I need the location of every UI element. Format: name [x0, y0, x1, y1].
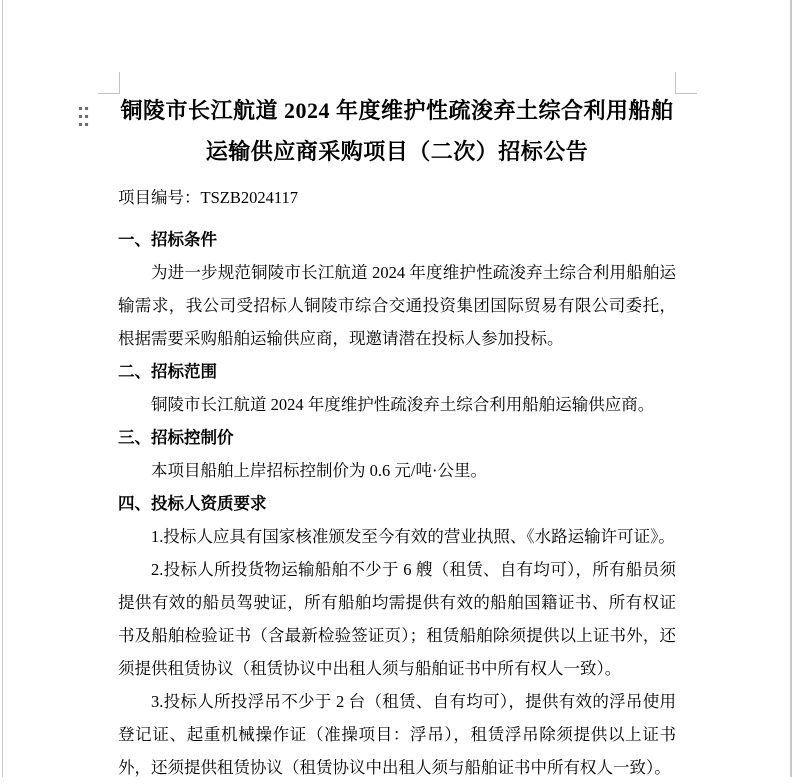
paragraph: 为进一步规范铜陵市长江航道 2024 年度维护性疏浚弃土综合利用船舶运输需求，我公司受招标人铜陵市综合交通投资集团国际贸易有限公司委托，根据需要采购船舶运输供应商，现邀请潜在投标人参加投标。 [118, 263, 676, 348]
page-right-edge-line [790, 0, 792, 777]
drag-handle-dot [79, 107, 82, 110]
paragraph: 本项目船舶上岸招标控制价为 0.6 元/吨·公里。 [151, 461, 487, 480]
document-title-line-1: 铜陵市长江航道 2024 年度维护性疏浚弃土综合利用船舶 [120, 98, 674, 123]
project-number-line: 项目编号：TSZB2024117 [118, 188, 298, 207]
paragraph-qualification-item-3: 3.投标人所投浮吊不少于 2 台（租赁、自有均可），提供有效的浮吊使用登记证、起重机械操作证（准操项目：浮吊），租赁浮吊除须提供以上证书外，还须提供租赁协议（租赁协议中出租人须与船舶证书中所有权人一致）。 [118, 692, 676, 777]
drag-handle-dot [79, 115, 82, 118]
document-text-area[interactable] [118, 90, 676, 784]
drag-handle-dot [85, 123, 88, 126]
drag-handle-dot [85, 107, 88, 110]
page-left-edge-line [2, 0, 3, 777]
section-heading-3-control-price: 三、招标控制价 [118, 428, 234, 447]
section-heading-1-bidding-conditions: 一、招标条件 [118, 230, 217, 249]
document-title [118, 90, 676, 172]
drag-handle-dot [79, 123, 82, 126]
paragraph-qualification-item-1: 1.投标人应具有国家核准颁发至今有效的营业执照、《水路运输许可证》。 [151, 527, 675, 546]
paragraph: 铜陵市长江航道 2024 年度维护性疏浚弃土综合利用船舶运输供应商。 [151, 395, 655, 414]
drag-handle-dot [85, 115, 88, 118]
text-boundary-mark-top-left [98, 72, 120, 94]
paragraph-drag-handle-icon[interactable] [79, 107, 88, 126]
document-title-line-2: 运输供应商采购项目（二次）招标公告 [205, 139, 589, 164]
section-heading-2-bidding-scope: 二、招标范围 [118, 362, 217, 381]
text-boundary-mark-top-right [675, 72, 697, 94]
section-heading-4-bidder-qualifications: 四、投标人资质要求 [118, 494, 267, 513]
paragraph-qualification-item-2: 2.投标人所投货物运输船舶不少于 6 艘（租赁、自有均可），所有船员须提供有效的船员驾驶证，所有船舶均需提供有效的船舶国籍证书、所有权证书及船舶检验证书（含最新检验签证页）；租赁船舶除须提供以上证书外，还须提供租赁协议（租赁协议中出租人须与船舶证书中所有权人一致）。 [118, 560, 676, 678]
